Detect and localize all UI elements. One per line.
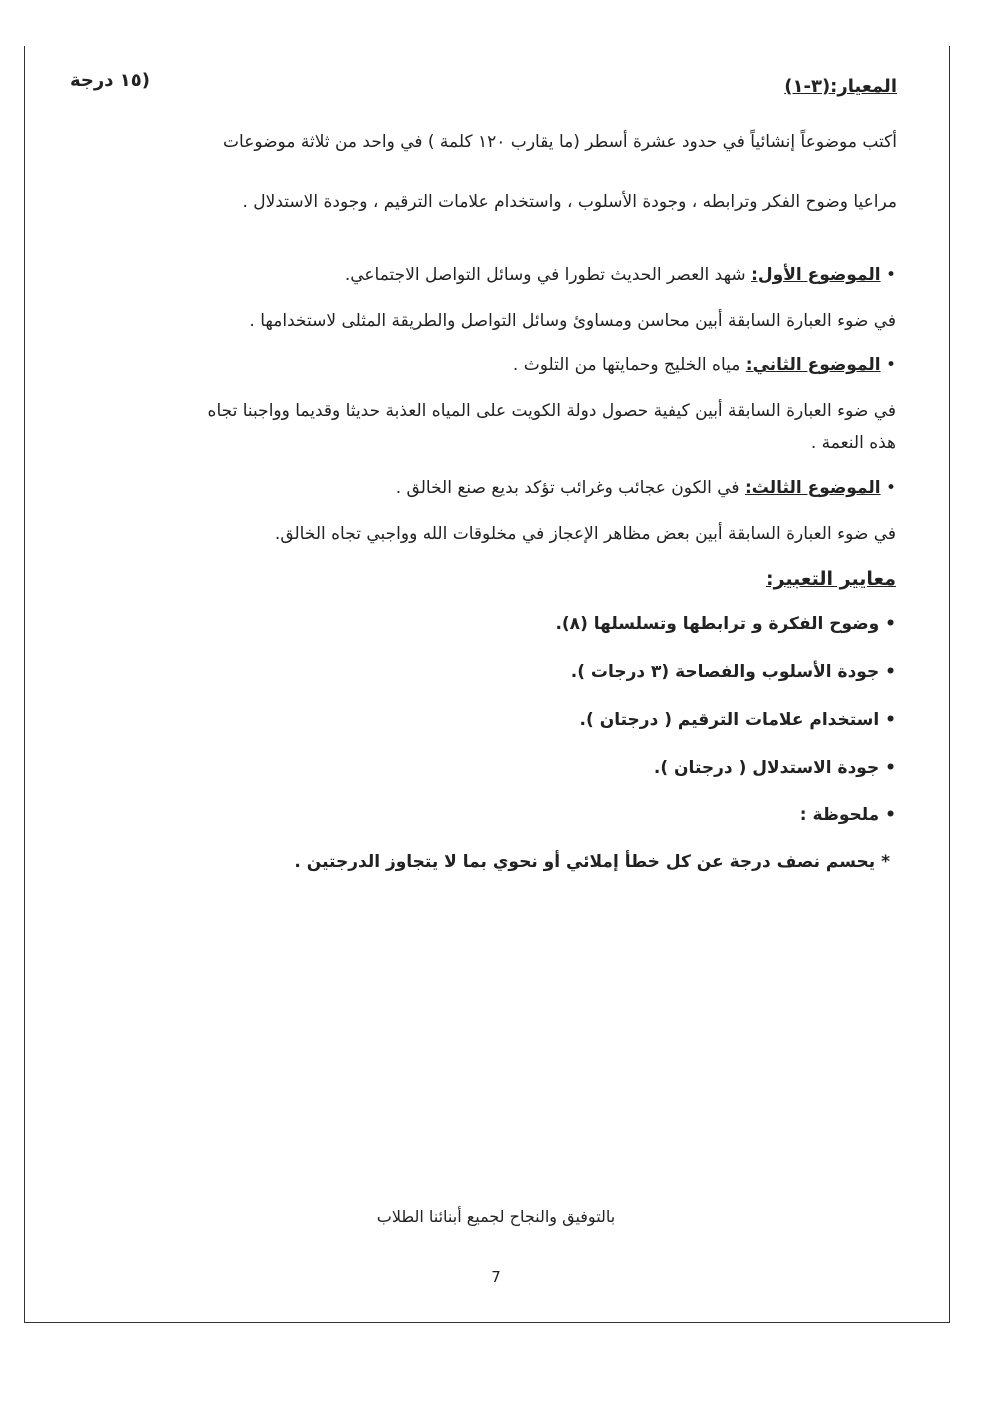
criteria-item: • جودة الأسلوب والفصاحة (٣ درجات ).	[570, 662, 896, 682]
criteria-heading: معايير التعبير:	[765, 568, 896, 590]
topic-1	[345, 265, 896, 285]
topic-1-task: في ضوء العبارة السابقة أبين محاسن ومساوئ وسائل التواصل والطريقة المثلى لاستخدامها .	[249, 311, 896, 331]
topic-1-statement: شهد العصر الحديث تطورا في وسائل التواصل الاجتماعي.	[344, 265, 752, 285]
criteria-item: • وضوح الفكرة و ترابطها وتسلسلها (٨).	[555, 614, 896, 634]
instructions-line-1: أكتب موضوعاً إنشائياً في حدود عشرة أسطر (ما يقارب ١٢٠ كلمة ) في واحد من ثلاثة موضوعات	[223, 132, 897, 152]
topic-3	[396, 478, 896, 498]
topic-1-title: الموضوع الأول:	[751, 265, 881, 285]
topic-2-task-cont: هذه النعمة .	[810, 433, 896, 453]
topic-bullet: •	[885, 265, 896, 285]
criterion-label: المعيار:(٣-١)	[784, 76, 897, 97]
topic-bullet: •	[885, 478, 896, 498]
note-text: * يحسم نصف درجة عن كل خطأ إملائي أو نحوي بما لا يتجاوز الدرجتين .	[294, 852, 890, 872]
instructions-line-2: مراعيا وضوح الفكر وترابطه ، وجودة الأسلوب ، واستخدام علامات الترقيم ، وجودة الاستدلال .	[242, 192, 897, 212]
topic-3-title: الموضوع الثالث:	[744, 478, 881, 498]
topic-2-statement: مياه الخليج وحمايتها من التلوث .	[512, 355, 746, 375]
topic-2-task: في ضوء العبارة السابقة أبين كيفية حصول دولة الكويت على المياه العذبة حديثا وقديما وواجبنا تجاه	[207, 401, 896, 421]
page-border	[24, 46, 950, 1323]
closing-wish: بالتوفيق والنجاح لجميع أبنائنا الطلاب	[376, 1207, 616, 1226]
criteria-item: • استخدام علامات الترقيم ( درجتان ).	[579, 710, 896, 730]
page-number: 7	[491, 1268, 501, 1286]
criteria-item: • جودة الاستدلال ( درجتان ).	[653, 758, 896, 778]
topic-2-title: الموضوع الثاني:	[745, 355, 881, 375]
topic-2	[513, 355, 896, 375]
topic-3-task: في ضوء العبارة السابقة أبين بعض مظاهر الإعجاز في مخلوقات الله وواجبي تجاه الخالق.	[274, 524, 896, 544]
total-marks: (١٥ درجة	[70, 70, 150, 91]
topic-3-statement: في الكون عجائب وغرائب تؤكد بديع صنع الخالق .	[395, 478, 745, 498]
note-label: • ملحوظة :	[799, 805, 896, 825]
topic-bullet: •	[885, 355, 896, 375]
